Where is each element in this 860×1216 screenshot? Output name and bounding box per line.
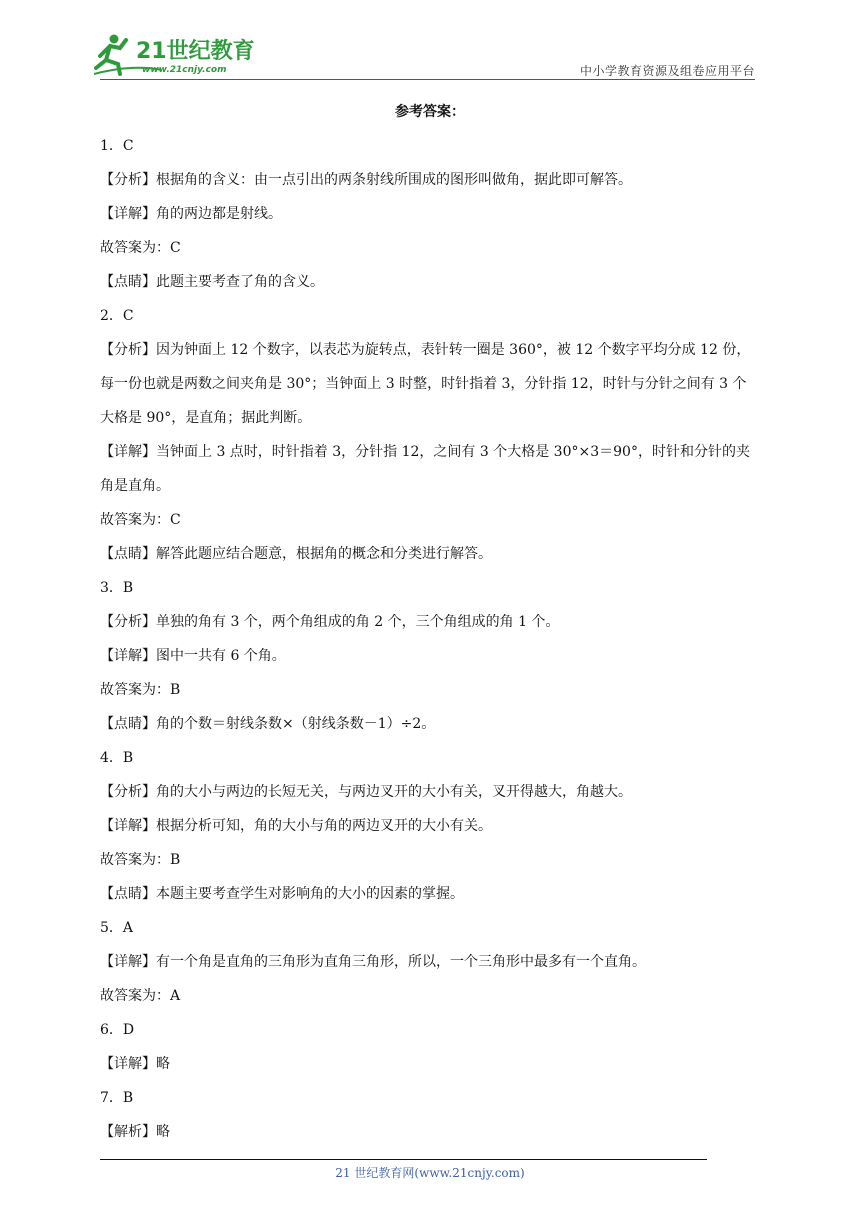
answer-line: 故答案为：C bbox=[100, 512, 181, 528]
page-header bbox=[0, 0, 860, 90]
analysis-line: 【分析】因为钟面上 12 个数字，以表芯为旋转点，表针转一圈是 360°，被 12 个数字平均分成 12 份，每一份也就是两数之间夹角是 30°；当钟面上 3 时整，时针指着 3，分针指 12，时针与分针之间有 3 个大格是 90°，是直角；据此判断。 bbox=[100, 342, 751, 426]
svg-text:21世纪教育: 21世纪教育 bbox=[136, 39, 255, 64]
answer-number: 6．D bbox=[100, 1022, 135, 1038]
answer-line: 故答案为：C bbox=[100, 240, 181, 256]
21cnjy-logo bbox=[92, 30, 262, 80]
analysis-line: 【分析】单独的角有 3 个，两个角组成的角 2 个，三个角组成的角 1 个。 bbox=[100, 614, 560, 630]
explanation-line: 【详解】根据分析可知，角的大小与角的两边叉开的大小有关。 bbox=[100, 818, 492, 834]
analysis-line: 【分析】根据角的含义：由一点引出的两条射线所围成的图形叫做角，据此即可解答。 bbox=[100, 172, 632, 188]
footer-divider bbox=[100, 1159, 707, 1160]
answer-number: 3．B bbox=[100, 580, 134, 596]
comment-line: 【点睛】本题主要考查学生对影响角的大小的因素的掌握。 bbox=[100, 886, 464, 902]
answer-list bbox=[100, 129, 756, 1149]
analysis-line: 【解析】略 bbox=[100, 1124, 170, 1140]
explanation-line: 【详解】图中一共有 6 个角。 bbox=[100, 648, 286, 664]
comment-line: 【点睛】角的个数＝射线条数×（射线条数－1）÷2。 bbox=[100, 716, 436, 732]
platform-name: 中小学教育资源及组卷应用平台 bbox=[579, 64, 755, 78]
answer-line: 故答案为：A bbox=[100, 988, 181, 1004]
svg-text:www.21cnjy.com: www.21cnjy.com bbox=[142, 65, 227, 75]
answer-number: 2．C bbox=[100, 308, 134, 324]
explanation-line: 【详解】略 bbox=[100, 1056, 170, 1072]
header-divider bbox=[100, 79, 755, 80]
explanation-line: 【详解】当钟面上 3 点时，时针指着 3，分针指 12，之间有 3 个大格是 30°×3＝90°，时针和分针的夹角是直角。 bbox=[100, 444, 750, 494]
answer-number: 7．B bbox=[100, 1090, 134, 1106]
footer-text: 21 世纪教育网(www.21cnjy.com) bbox=[335, 1166, 525, 1180]
answer-line: 故答案为：B bbox=[100, 852, 181, 868]
explanation-line: 【详解】角的两边都是射线。 bbox=[100, 206, 282, 222]
answer-number: 4．B bbox=[100, 750, 134, 766]
answer-line: 故答案为：B bbox=[100, 682, 181, 698]
comment-line: 【点睛】此题主要考查了角的含义。 bbox=[100, 274, 324, 290]
page-title: 参考答案： bbox=[395, 104, 465, 120]
answer-number: 1．C bbox=[100, 138, 134, 154]
analysis-line: 【分析】角的大小与两边的长短无关，与两边叉开的大小有关，叉开得越大，角越大。 bbox=[100, 784, 632, 800]
comment-line: 【点睛】解答此题应结合题意，根据角的概念和分类进行解答。 bbox=[100, 546, 492, 562]
answer-number: 5．A bbox=[100, 920, 134, 936]
explanation-line: 【详解】有一个角是直角的三角形为直角三角形，所以，一个三角形中最多有一个直角。 bbox=[100, 954, 646, 970]
